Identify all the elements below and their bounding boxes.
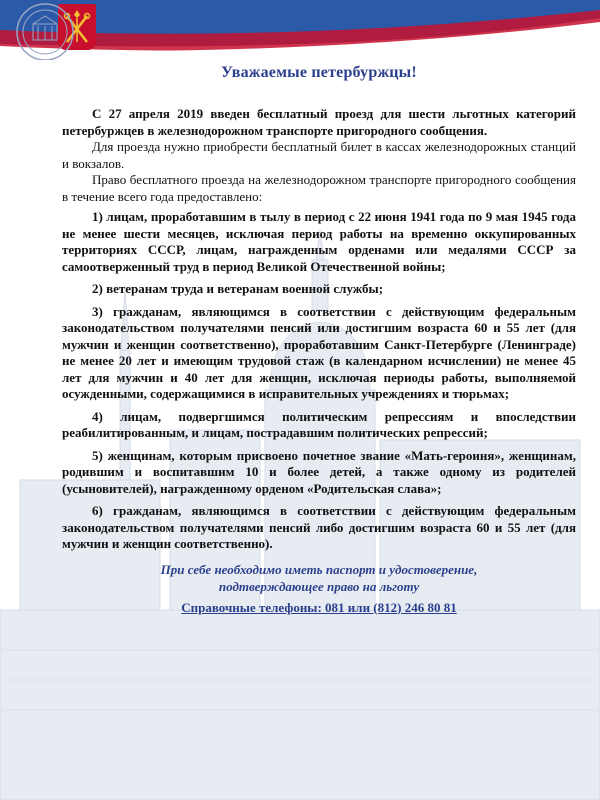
category-item: 3) гражданам, являющимся в соответствии с действующим федеральным законодательством получателями пенсий или достигшим возраста 60 и 55 лет (для мужчин и женщин соответственно), проработавшим Санкт-Петербурге (Ленинграде) не менее 20 лет и имеющим трудовой стаж (в календарном исчислении) не менее 45 лет для мужчин и 40 лет для женщин, исключая периоды работы, выполняемой осужденными, содержащимися в исправительных учреждениях и тюрьмах;	[62, 303, 576, 401]
category-item: 6) гражданам, являющимся в соответствии с действующим федеральным законодательством получателями пенсий либо достигшим возраста 60 и 55 лет (для мужчин и женщин соответственно).	[62, 503, 576, 551]
ticket-paragraph: Для проезда нужно приобрести бесплатный билет в кассах железнодорожных станций и вокзалов.	[62, 139, 576, 171]
category-item: 5) женщинам, которым присвоено почетное звание «Мать-героиня», женщинам, родившим и воспитавшим 10 и более детей, а также одному из родителей (усыновителей), награжденному орденом «Родительская слава»;	[62, 447, 576, 496]
intro-paragraph: С 27 апреля 2019 введен бесплатный проезд для шести льготных категорий петербуржцев в железнодорожном транспорте пригородного сообщения.	[62, 106, 576, 138]
footer-note-line2: подтверждающее право на льготу	[218, 578, 420, 594]
phone-numbers: Справочные телефоны: 081 или (812) 246 80 81	[181, 599, 457, 615]
right-paragraph: Право бесплатного проезда на железнодорожном транспорте пригородного сообщения в течение всего года предоставлено:	[62, 172, 576, 204]
header-banner	[0, 0, 600, 60]
category-item: 2) ветеранам труда и ветеранам военной службы;	[92, 281, 384, 296]
page-title: Уважаемые петербуржцы!	[221, 64, 417, 81]
seal-icon	[0, 0, 90, 60]
footer	[62, 561, 576, 617]
category-item: 1) лицам, проработавшим в тылу в период с 22 июня 1941 года по 9 мая 1945 года не менее шести месяцев, исключая период работы на временно оккупированных территориях СССР, лицам, награжденным орденами или медалями СССР за самоотверженный труд в период Великой Отечественной войны;	[62, 209, 576, 274]
category-item: 4) лицам, подвергшимся политическим репрессиям и впоследствии реабилитированным, и лицам, пострадавшим политических репрессий;	[62, 408, 576, 440]
footer-note-line1: При себе необходимо иметь паспорт и удостоверение,	[160, 561, 478, 577]
notice-content	[62, 64, 576, 617]
